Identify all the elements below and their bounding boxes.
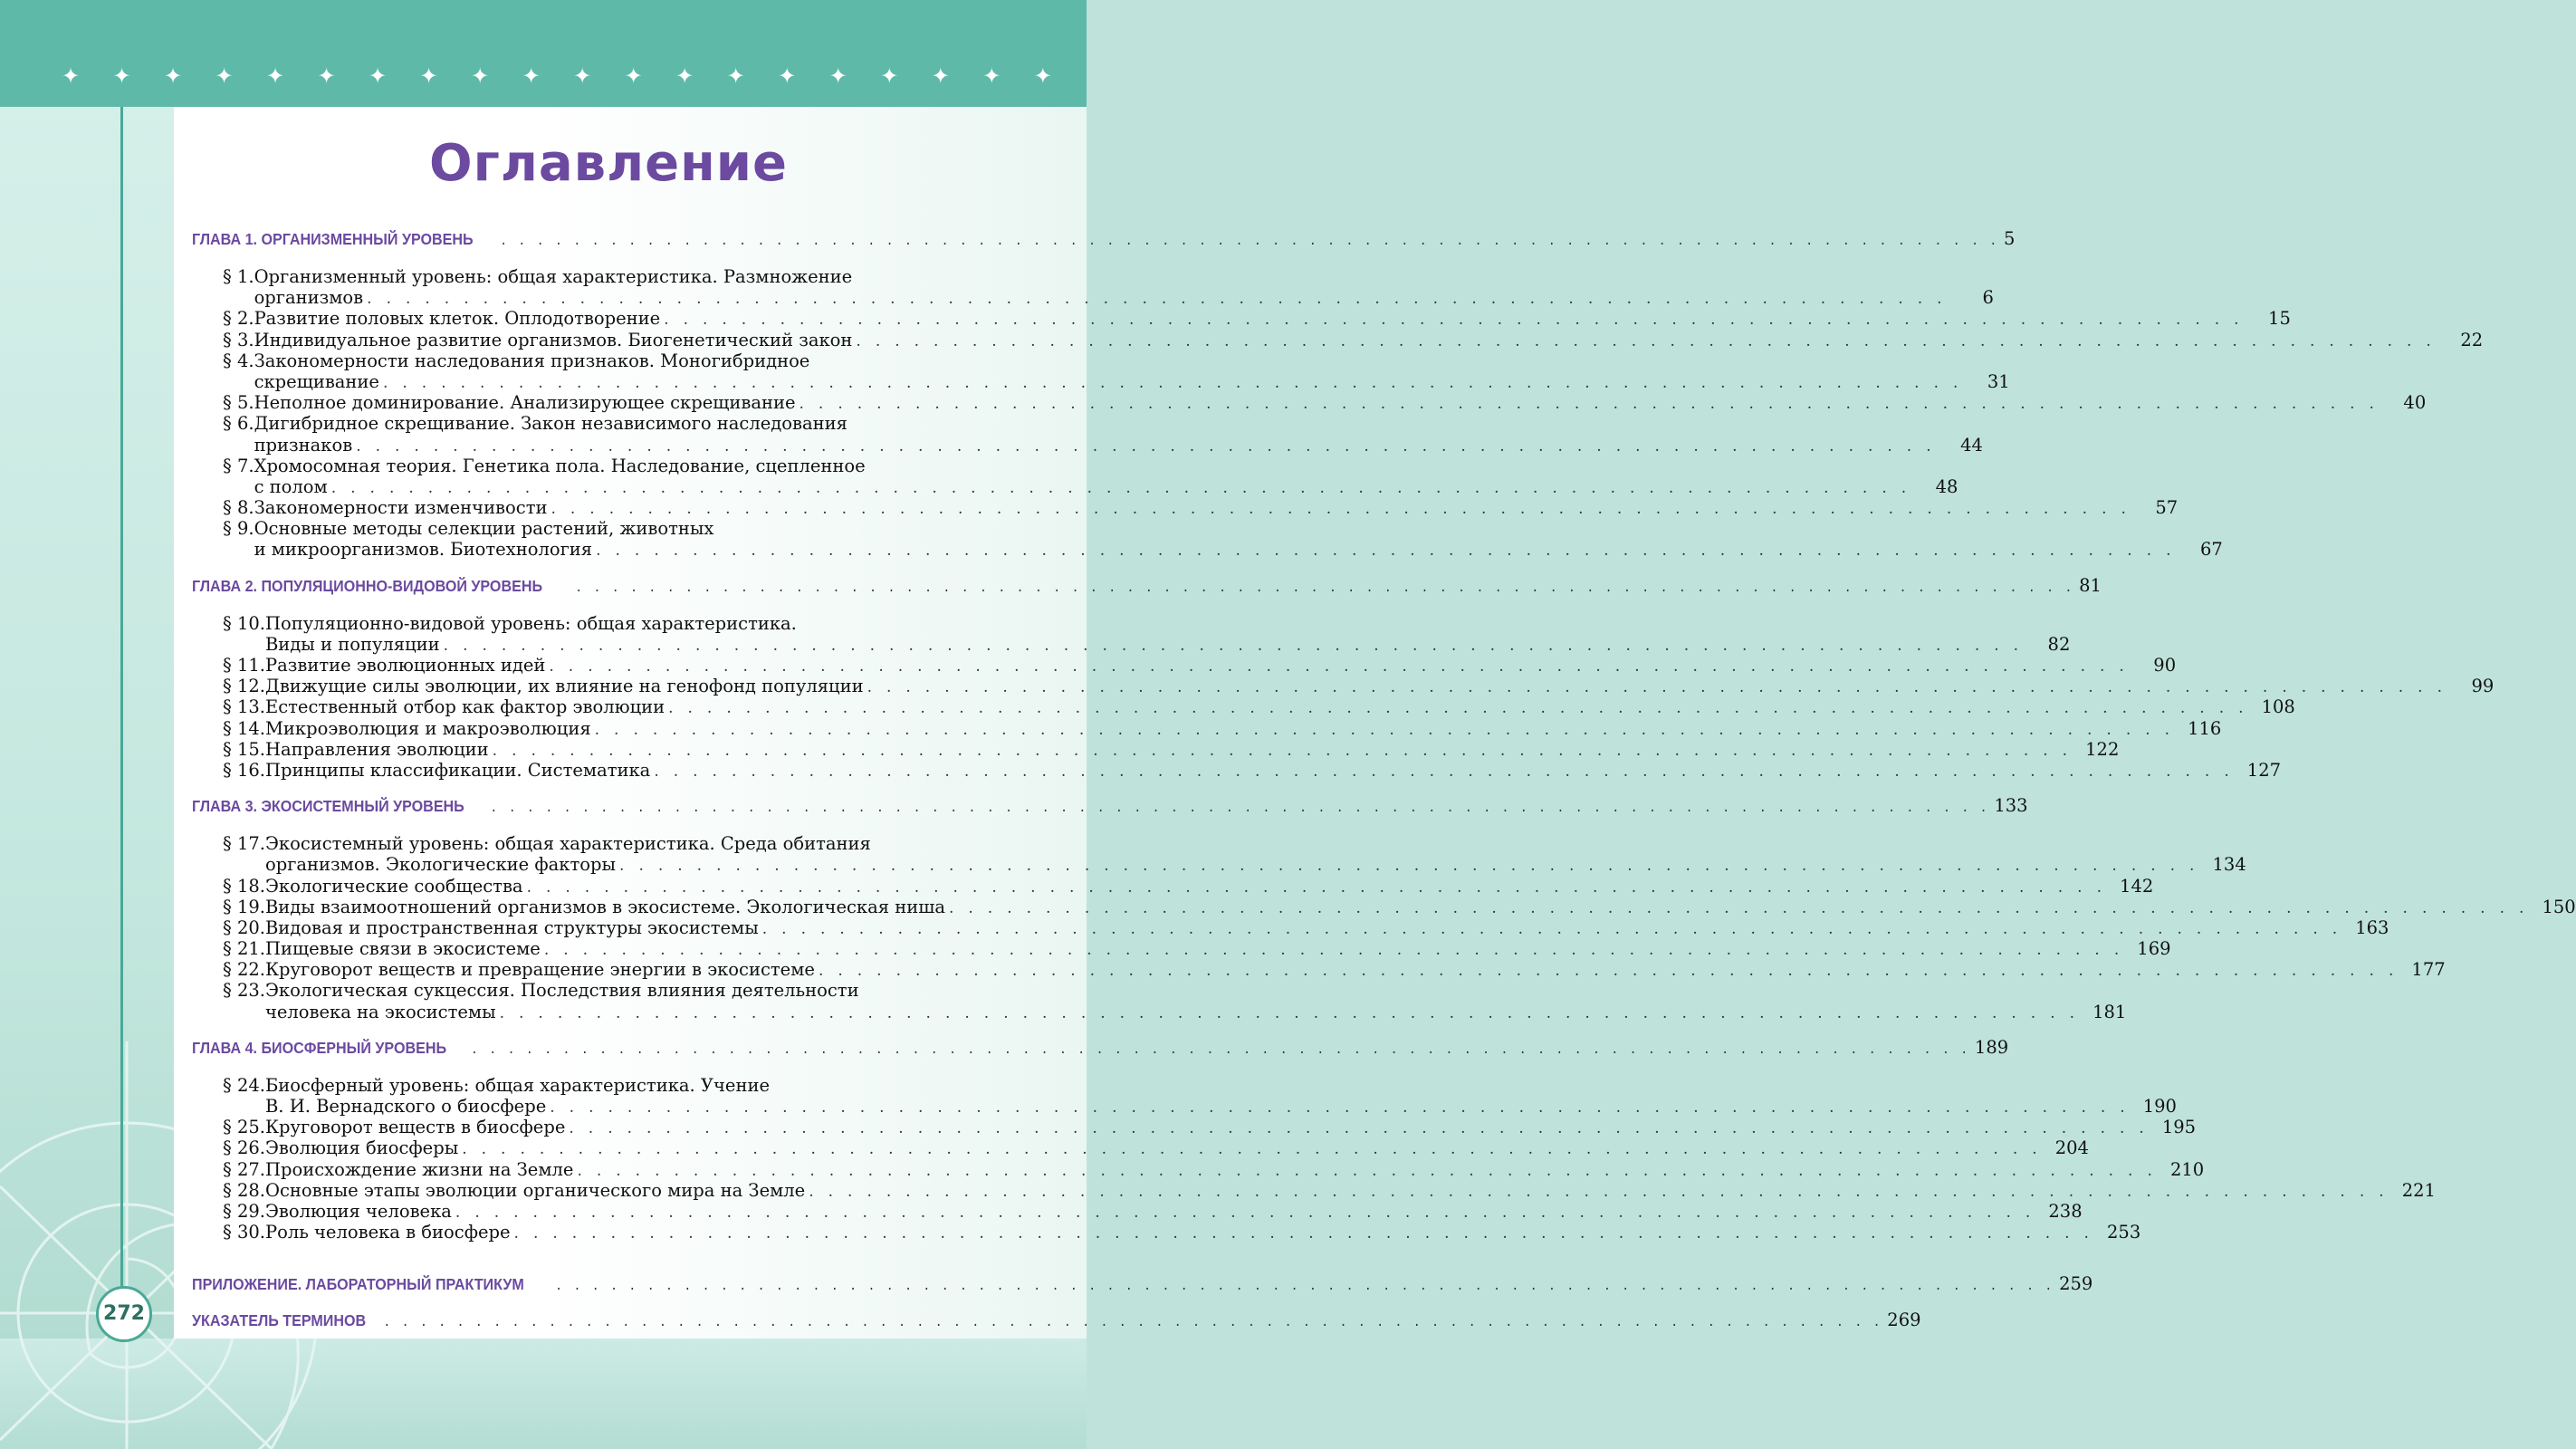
- section-title-line: Основные методы селекции растений, животных: [254, 518, 714, 540]
- page-ref: 6: [1982, 287, 1994, 309]
- section-body: [265, 980, 2126, 1022]
- page-ref: 150: [2542, 896, 2576, 917]
- page-ref: 116: [2188, 717, 2222, 739]
- deer-icon: ✦: [112, 63, 131, 89]
- page-ref: 22: [2460, 329, 2484, 350]
- section-line: [254, 435, 1983, 456]
- leader-dots: [452, 1204, 2039, 1222]
- section-entry[interactable]: [192, 1074, 2177, 1117]
- section-title-line: Виды взаимоотношений организмов в экосистеме. Экологическая ниша: [264, 896, 945, 917]
- section-number: § 26.: [223, 1137, 265, 1159]
- section-body: [265, 917, 2389, 938]
- section-line: [265, 1117, 2196, 1137]
- insect-icon: ✦: [828, 63, 847, 89]
- section-number: § 12.: [223, 676, 265, 697]
- section-line: [265, 1096, 2177, 1117]
- section-body: [254, 266, 1994, 308]
- page-ref: 163: [2355, 916, 2389, 938]
- page-ref: 259: [2059, 1273, 2093, 1295]
- section-title-line: Круговорот веществ в биосфере: [264, 1117, 566, 1138]
- section-entry[interactable]: [192, 413, 1983, 456]
- leader-dots: [864, 678, 2451, 696]
- section-line: [265, 897, 2576, 917]
- section-title-line: Экосистемный уровень: общая характеристика. Среда обитания: [264, 833, 871, 855]
- chapter-entry[interactable]: [192, 795, 2028, 817]
- bird-icon: ✦: [163, 63, 183, 89]
- section-number: § 29.: [223, 1200, 265, 1222]
- section-line: [254, 518, 2223, 539]
- page-ref: 134: [2212, 854, 2246, 876]
- leader-dots: [573, 1162, 2160, 1180]
- section-entry[interactable]: [192, 833, 2246, 876]
- section-number: § 14.: [223, 717, 265, 739]
- leader-dots: [565, 1119, 2152, 1137]
- margin-rule: [120, 107, 123, 1311]
- section-title-line: В. И. Вернадского о биосфере: [264, 1096, 547, 1117]
- section-entry[interactable]: [192, 1117, 2197, 1138]
- section-number: § 17.: [223, 833, 265, 855]
- page-ref: 57: [2155, 497, 2179, 519]
- page-ref: 142: [2120, 875, 2154, 897]
- section-entry[interactable]: [192, 1222, 2141, 1243]
- leader-dots: [440, 637, 2027, 655]
- section-entry[interactable]: [192, 455, 1958, 497]
- section-line: [265, 876, 2153, 897]
- section-title-line: Пищевые связи в экосистеме: [264, 938, 541, 960]
- chapter-title: ГЛАВА 4. БИОСФЕРНЫЙ УРОВЕНЬ: [192, 1038, 447, 1057]
- section-number: § 16.: [223, 759, 265, 781]
- deer-icon: ✦: [726, 63, 745, 89]
- boar-icon: ✦: [266, 63, 285, 89]
- section-title-line: организмов: [254, 287, 364, 309]
- section-entry[interactable]: [192, 612, 2071, 655]
- section-number: § 3.: [223, 329, 254, 350]
- section-entry[interactable]: [192, 916, 2389, 938]
- section-number: § 6.: [223, 413, 254, 435]
- leader-dots: [665, 699, 2252, 717]
- section-line: [254, 350, 2010, 371]
- section-line: [265, 676, 2494, 696]
- section-number: § 15.: [223, 738, 265, 760]
- section-line: [265, 854, 2246, 875]
- section-line: [265, 718, 2221, 739]
- leader-dots: [553, 1276, 2059, 1294]
- chapter-entry[interactable]: [192, 1036, 2009, 1059]
- page-ref: 221: [2401, 1179, 2436, 1201]
- page-number-badge: 272: [96, 1286, 152, 1342]
- appendix-entry[interactable]: [192, 1310, 1921, 1331]
- page-ref: 133: [1994, 795, 2028, 817]
- leader-dots: [469, 1040, 1975, 1058]
- section-body: [254, 518, 2223, 560]
- section-title-line: Биосферный уровень: общая характеристика. Учение: [264, 1074, 770, 1096]
- chapter-entry[interactable]: [192, 574, 2102, 597]
- animal-silhouettes-row: [54, 65, 1059, 87]
- page-ref: 210: [2169, 1158, 2205, 1180]
- section-entry[interactable]: [192, 350, 2010, 392]
- page-ref: 31: [1987, 370, 2010, 392]
- page-ref: 269: [1887, 1310, 1921, 1331]
- section-entry[interactable]: [192, 959, 2446, 981]
- section-title-line: Основные этапы эволюции органического мира на Земле: [264, 1179, 806, 1201]
- section-number: § 30.: [223, 1222, 265, 1243]
- section-title-line: Развитие эволюционных идей: [264, 655, 546, 676]
- section-line: [265, 1180, 2436, 1201]
- leader-dots: [852, 332, 2439, 350]
- page-ref: 253: [2107, 1222, 2141, 1243]
- section-entry[interactable]: [192, 717, 2222, 739]
- bison-icon: ✦: [471, 63, 490, 89]
- leader-dots: [488, 798, 1994, 816]
- section-entry[interactable]: [192, 759, 2282, 781]
- section-title-line: Экологические сообщества: [264, 875, 523, 897]
- insect-icon: ✦: [215, 63, 234, 89]
- section-number: § 24.: [223, 1074, 265, 1096]
- leader-dots: [660, 311, 2247, 329]
- section-body: [265, 718, 2221, 739]
- section-body: [265, 938, 2171, 959]
- section-entry[interactable]: [192, 329, 2484, 350]
- section-line: [265, 1137, 2089, 1158]
- section-line: [254, 308, 2291, 329]
- section-body: [265, 655, 2176, 676]
- leader-dots: [805, 1183, 2392, 1201]
- section-body: [265, 833, 2246, 875]
- section-number: § 23.: [223, 980, 265, 1002]
- boar-icon: ✦: [880, 63, 899, 89]
- page-ref: 169: [2137, 938, 2171, 960]
- leader-dots: [573, 578, 2079, 596]
- appendix-entry[interactable]: [192, 1273, 2093, 1295]
- section-line: [265, 1075, 2177, 1096]
- section-line: [254, 287, 1994, 308]
- section-line: [254, 330, 2484, 350]
- section-body: [265, 897, 2576, 917]
- section-entry[interactable]: [192, 1179, 2436, 1201]
- section-number: § 9.: [223, 518, 254, 540]
- section-title-line: Индивидуальное развитие организмов. Биогенетический закон: [254, 329, 853, 350]
- section-title-line: Виды и популяции: [264, 633, 440, 655]
- page-ref: 48: [1935, 475, 1958, 497]
- section-entry[interactable]: [192, 308, 2291, 330]
- section-number: § 10.: [223, 612, 265, 634]
- page-ref: 181: [2092, 1001, 2127, 1022]
- section-title-line: Круговорот веществ и превращение энергии в экосистеме: [264, 959, 815, 981]
- section-line: [254, 476, 1958, 497]
- section-line: [265, 917, 2389, 938]
- section-number: § 7.: [223, 455, 254, 476]
- section-title-line: Микроэволюция и макроэволюция: [264, 717, 591, 739]
- section-body: [265, 1180, 2436, 1201]
- section-number: § 19.: [223, 896, 265, 917]
- leader-dots: [546, 1099, 2133, 1117]
- section-body: [254, 392, 2427, 413]
- section-body: [265, 1222, 2140, 1243]
- section-line: [265, 696, 2295, 717]
- section-line: [254, 266, 1994, 287]
- appendix-title: УКАЗАТЕЛЬ ТЕРМИНОВ: [192, 1311, 367, 1330]
- section-line: [265, 1159, 2204, 1180]
- page-ref: 15: [2268, 308, 2291, 330]
- section-number: § 1.: [223, 266, 254, 287]
- leader-dots: [592, 542, 2179, 560]
- section-entry[interactable]: [192, 875, 2154, 897]
- section-title-line: Неполное доминирование. Анализирующее скрещивание: [254, 392, 796, 414]
- section-entry[interactable]: [192, 738, 2120, 760]
- chapter-title: ГЛАВА 3. ЭКОСИСТЕМНЫЙ УРОВЕНЬ: [192, 797, 464, 816]
- section-body: [265, 1137, 2089, 1158]
- section-entry[interactable]: [192, 518, 2223, 561]
- leader-dots: [796, 395, 2383, 413]
- leader-dots: [328, 479, 1915, 497]
- section-title-line: признаков: [254, 434, 353, 456]
- section-body: [265, 1117, 2196, 1137]
- scorpion-icon: ✦: [522, 63, 541, 89]
- page-ref: 127: [2246, 759, 2282, 781]
- section-body: [265, 1075, 2177, 1117]
- page-ref: 108: [2261, 696, 2295, 718]
- section-line: [254, 497, 2179, 518]
- page-ref: 99: [2471, 676, 2495, 697]
- page-ref: 238: [2048, 1200, 2083, 1222]
- cat-icon: ✦: [317, 63, 336, 89]
- leader-dots: [815, 962, 2402, 980]
- section-line: [265, 613, 2070, 634]
- section-body: [265, 613, 2070, 655]
- section-entry[interactable]: [192, 938, 2171, 960]
- section-entry[interactable]: [192, 676, 2495, 697]
- leader-dots: [650, 763, 2237, 781]
- butterfly-icon: ✦: [419, 63, 438, 89]
- section-title-line: Популяционно-видовой уровень: общая характеристика.: [264, 612, 797, 634]
- chapter-title: ГЛАВА 2. ПОПУЛЯЦИОННО-ВИДОВОЙ УРОВЕНЬ: [192, 576, 543, 595]
- section-line: [254, 371, 2010, 392]
- horse-icon: ✦: [573, 63, 592, 89]
- leader-dots: [352, 437, 1939, 456]
- section-body: [254, 350, 2010, 392]
- section-number: § 13.: [223, 696, 265, 718]
- chapter-title: ГЛАВА 1. ОРГАНИЗМЕННЫЙ УРОВЕНЬ: [192, 230, 474, 248]
- section-entry[interactable]: [192, 1158, 2205, 1180]
- page-ref: 190: [2142, 1096, 2177, 1117]
- leader-dots: [381, 1312, 1887, 1330]
- section-title-line: Направления эволюции: [264, 738, 489, 760]
- section-title-line: организмов. Экологические факторы: [264, 854, 617, 876]
- table-of-contents: [192, 228, 2576, 1331]
- section-entry[interactable]: [192, 696, 2295, 718]
- section-body: [265, 696, 2295, 717]
- leader-dots: [759, 920, 2346, 938]
- leader-dots: [616, 857, 2203, 875]
- bird-flying-icon: ✦: [624, 63, 643, 89]
- section-body: [265, 1201, 2083, 1222]
- section-line: [265, 833, 2246, 854]
- leader-dots: [545, 657, 2132, 676]
- section-line: [265, 959, 2446, 980]
- section-line: [254, 392, 2427, 413]
- section-title-line: человека на экосистемы: [264, 1001, 496, 1022]
- page-title: Оглавление: [428, 134, 788, 193]
- section-entry[interactable]: [192, 980, 2127, 1022]
- leader-dots: [945, 899, 2533, 917]
- section-title-line: Развитие половых клеток. Оплодотворение: [254, 308, 661, 330]
- section-title-line: Организменный уровень: общая характеристика. Размножение: [254, 266, 853, 287]
- page-ref: 67: [2199, 539, 2223, 561]
- section-line: [254, 413, 1983, 434]
- section-body: [254, 497, 2179, 518]
- section-number: § 5.: [223, 392, 254, 414]
- leader-dots: [511, 1224, 2098, 1243]
- leader-dots: [541, 941, 2128, 959]
- section-title-line: Видовая и пространственная структуры экосистемы: [264, 916, 759, 938]
- page-ref: 177: [2411, 959, 2446, 981]
- section-title-line: и микроорганизмов. Биотехнология: [254, 539, 593, 561]
- leader-dots: [489, 742, 2076, 760]
- section-title-line: Дигибридное скрещивание. Закон независимого наследования: [254, 413, 847, 435]
- section-title-line: Естественный отбор как фактор эволюции: [264, 696, 666, 718]
- leader-dots: [591, 721, 2179, 739]
- section-number: § 27.: [223, 1158, 265, 1180]
- section-line: [265, 980, 2126, 1001]
- section-number: § 2.: [223, 308, 254, 330]
- lizard-icon: ✦: [369, 63, 388, 89]
- section-number: § 11.: [223, 655, 265, 676]
- page-ref: 40: [2403, 392, 2427, 414]
- page-ref: 5: [2004, 228, 2016, 249]
- section-body: [254, 456, 1958, 497]
- fish-icon: ✦: [675, 63, 694, 89]
- page-ref: 189: [1974, 1036, 2009, 1058]
- page-ref: 82: [2047, 633, 2071, 655]
- section-entry[interactable]: [192, 266, 1994, 309]
- section-body: [265, 739, 2119, 760]
- leader-dots: [363, 290, 1950, 308]
- leader-dots: [523, 878, 2111, 897]
- section-line: [265, 938, 2171, 959]
- header-banner: [0, 0, 1087, 107]
- section-line: [265, 634, 2070, 655]
- section-title-line: Движущие силы эволюции, их влияние на генофонд популяции: [264, 676, 864, 697]
- leader-dots: [458, 1140, 2045, 1158]
- section-title-line: Эволюция человека: [264, 1200, 452, 1222]
- section-entry[interactable]: [192, 497, 2179, 519]
- section-title-line: Роль человека в биосфере: [264, 1222, 511, 1243]
- section-body: [265, 876, 2153, 897]
- section-line: [265, 1222, 2140, 1243]
- section-title-line: Закономерности изменчивости: [254, 497, 548, 519]
- bird-icon: ✦: [778, 63, 797, 89]
- page-ref: 44: [1960, 434, 1983, 456]
- section-number: § 8.: [223, 497, 254, 519]
- section-entry[interactable]: [192, 655, 2177, 676]
- butterfly-icon: ✦: [1033, 63, 1052, 89]
- section-line: [265, 655, 2176, 676]
- section-line: [254, 456, 1958, 476]
- lizard-icon: ✦: [982, 63, 1001, 89]
- section-number: § 25.: [223, 1117, 265, 1138]
- page-ref: 122: [2085, 738, 2120, 760]
- section-number: § 4.: [223, 350, 254, 371]
- section-line: [254, 539, 2223, 560]
- section-body: [265, 1159, 2204, 1180]
- section-body: [254, 308, 2291, 329]
- section-entry[interactable]: [192, 1137, 2089, 1159]
- section-line: [265, 1002, 2126, 1022]
- section-number: § 18.: [223, 875, 265, 897]
- section-title-line: Экологическая сукцессия. Последствия влияния деятельности: [264, 980, 859, 1002]
- section-title-line: Эволюция биосферы: [264, 1137, 459, 1159]
- section-entry[interactable]: [192, 392, 2427, 414]
- section-number: § 22.: [223, 959, 265, 981]
- section-entry[interactable]: [192, 1200, 2083, 1222]
- page-ref: 90: [2153, 655, 2177, 676]
- section-title-line: Закономерности наследования признаков. Моногибридное: [254, 350, 810, 371]
- leader-dots: [496, 1004, 2083, 1022]
- page-ref: 81: [2079, 574, 2102, 596]
- section-entry[interactable]: [192, 896, 2576, 917]
- fish-icon: ✦: [61, 63, 81, 89]
- leader-dots: [379, 374, 1967, 392]
- section-number: § 20.: [223, 916, 265, 938]
- section-number: § 21.: [223, 938, 265, 960]
- chapter-entry[interactable]: [192, 228, 2016, 250]
- section-title-line: Принципы классификации. Систематика: [264, 759, 651, 781]
- section-body: [265, 676, 2494, 696]
- section-number: § 28.: [223, 1179, 265, 1201]
- section-line: [265, 1201, 2083, 1222]
- section-body: [265, 760, 2281, 781]
- leader-dots: [547, 500, 2134, 518]
- page-ref: 195: [2161, 1117, 2197, 1138]
- section-line: [265, 760, 2281, 781]
- leader-dots: [498, 231, 2004, 249]
- section-title-line: скрещивание: [254, 370, 379, 392]
- section-body: [265, 959, 2446, 980]
- section-title-line: Происхождение жизни на Земле: [264, 1158, 574, 1180]
- section-title-line: с полом: [254, 475, 328, 497]
- section-line: [265, 739, 2119, 760]
- section-body: [254, 330, 2484, 350]
- cat-icon: ✦: [931, 63, 950, 89]
- section-title-line: Хромосомная теория. Генетика пола. Наследование, сцепленное: [254, 455, 866, 476]
- section-body: [254, 413, 1983, 455]
- page-ref: 204: [2054, 1137, 2089, 1159]
- appendix-title: ПРИЛОЖЕНИЕ. ЛАБОРАТОРНЫЙ ПРАКТИКУМ: [192, 1275, 524, 1294]
